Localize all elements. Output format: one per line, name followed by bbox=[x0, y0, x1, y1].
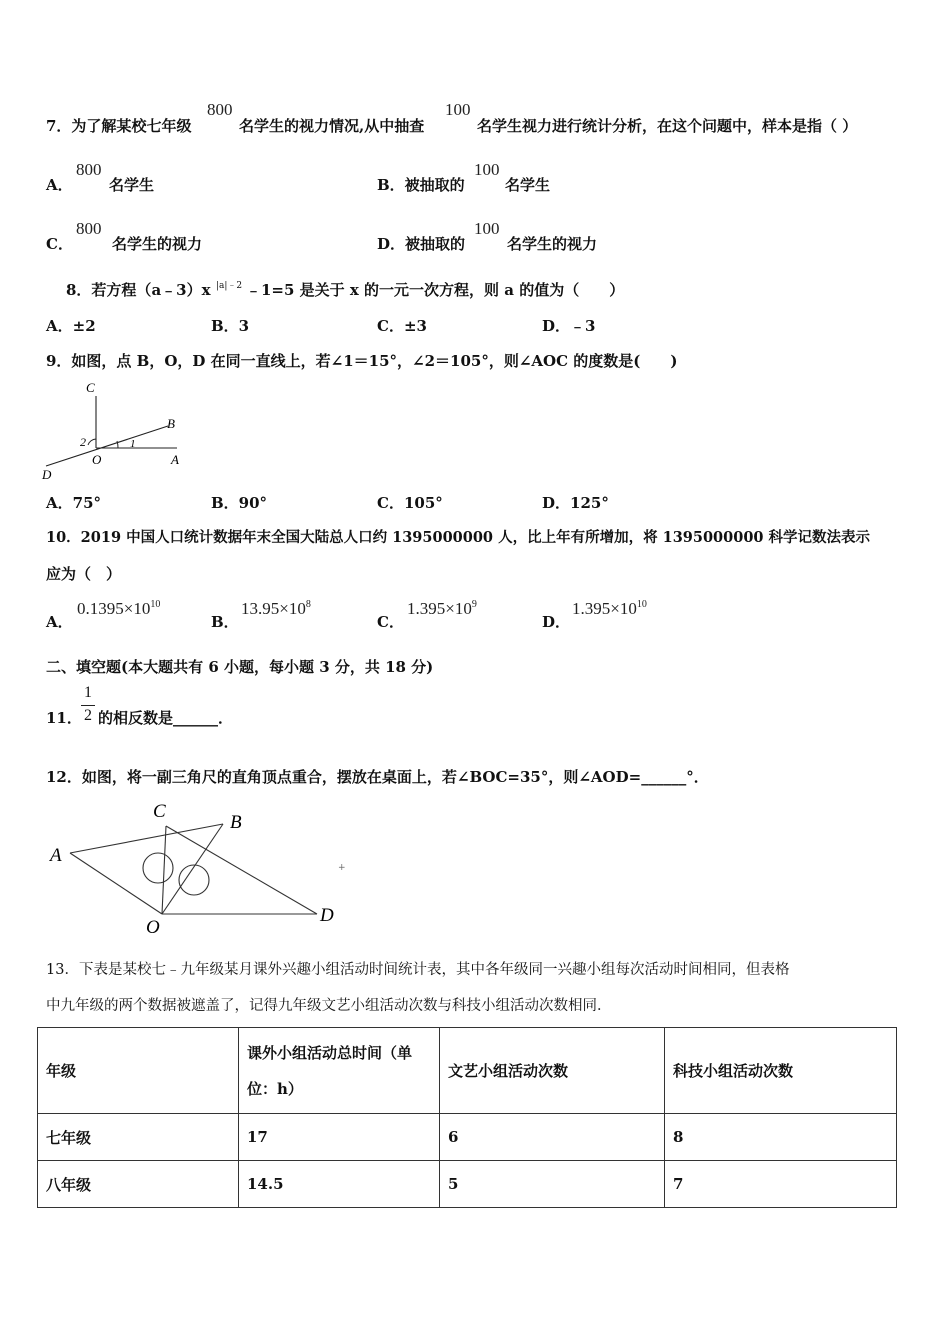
section-2-title: 二、填空题(本大题共有 6 小题，每小题 3 分，共 18 分) bbox=[46, 658, 434, 676]
q7-option-b-label: B．被抽取的 bbox=[377, 176, 465, 194]
q7-option-a-number: 800 bbox=[76, 160, 102, 179]
table-cell: 七年级 bbox=[38, 1114, 239, 1161]
table-cell: 八年级 bbox=[38, 1161, 239, 1208]
q12-circle-left bbox=[143, 853, 173, 883]
table-row bbox=[38, 1161, 897, 1208]
q7-option-b-number: 100 bbox=[474, 160, 500, 179]
q11-numerator: 1 bbox=[84, 684, 92, 701]
table-cell: 7 bbox=[665, 1161, 897, 1208]
q12-cursor-mark: + bbox=[338, 863, 346, 873]
q12-label-a: A bbox=[50, 845, 62, 866]
table-cell: 6 bbox=[440, 1114, 665, 1161]
table-header-row bbox=[38, 1028, 897, 1114]
q7-option-d-number: 100 bbox=[474, 219, 500, 238]
q13-table bbox=[37, 1027, 897, 1208]
q8-option-d: D．﹣3 bbox=[542, 317, 596, 335]
q9-label-c: C bbox=[86, 380, 95, 395]
q10-option-c-label: C． bbox=[377, 613, 404, 631]
q12-stem: 12．如图，将一副三角尺的直角顶点重合，摆放在桌面上，若∠BOC=35°，则∠AOD=______°． bbox=[46, 768, 709, 786]
q12-figure bbox=[44, 797, 354, 939]
q12-side-oc bbox=[162, 826, 166, 914]
q9-label-1: 1 bbox=[130, 438, 136, 450]
q10-option-d-label: D． bbox=[542, 613, 571, 631]
q9-label-b: B bbox=[167, 416, 175, 431]
q9-stem: 9．如图，点 B，O，D 在同一直线上，若∠1＝15°，∠2＝105°，则∠AOC 的度数是( ) bbox=[46, 352, 678, 370]
q13-line-2: 中九年级的两个数据被遮盖了，记得九年级文艺小组活动次数与科技小组活动次数相同． bbox=[46, 998, 612, 1014]
q8-option-c: C．±3 bbox=[377, 317, 427, 335]
q13-line-1: 13．下表是某校七﹣九年级某月课外兴趣小组活动时间统计表，其中各年级同一兴趣小组每次活动时间相同，但表格 bbox=[46, 962, 790, 978]
q9-label-a: A bbox=[171, 452, 179, 467]
q7-option-c-text: 名学生的视力 bbox=[112, 235, 203, 253]
q7-option-b-text: 名学生 bbox=[505, 176, 551, 194]
q12-label-b: B bbox=[230, 812, 242, 833]
q7-option-a-label: A． bbox=[46, 176, 73, 194]
q9-arc-2 bbox=[88, 439, 96, 445]
q9-label-2: 2 bbox=[80, 435, 86, 449]
q11-number: 11． bbox=[46, 709, 82, 727]
q12-side-ob bbox=[162, 824, 223, 914]
q12-circle-right bbox=[179, 865, 209, 895]
table-header-grade: 年级 bbox=[38, 1028, 239, 1114]
q11-denominator: 2 bbox=[84, 707, 92, 724]
q12-side-ao bbox=[70, 853, 162, 914]
q10-stem-b: 应为（ ） bbox=[46, 565, 122, 583]
q11-fraction-bar bbox=[81, 705, 95, 706]
q11-text: 的相反数是______． bbox=[98, 709, 234, 727]
q12-label-o: O bbox=[146, 917, 160, 938]
q8-stem-b: ﹣1=5 是关于 x 的一元一次方程，则 a 的值为（ ） bbox=[246, 281, 625, 299]
q7-option-d-label: D．被抽取的 bbox=[377, 235, 466, 253]
table-header-art: 文艺小组活动次数 bbox=[440, 1028, 665, 1114]
table-cell: 17 bbox=[239, 1114, 440, 1161]
table-cell: 8 bbox=[665, 1114, 897, 1161]
q7-option-d-text: 名学生的视力 bbox=[507, 235, 598, 253]
q9-option-c: C．105° bbox=[377, 494, 443, 512]
q12-side-cd bbox=[166, 826, 317, 914]
q10-stem-a: 10．2019 中国人口统计数据年末全国大陆总人口约 1395000000 人，比上年有所增加，将 1395000000 科学记数法表示 bbox=[46, 529, 871, 546]
q12-side-ac bbox=[70, 824, 223, 853]
table-cell: 5 bbox=[440, 1161, 665, 1208]
q9-label-d: D bbox=[42, 467, 52, 482]
q8-option-a: A．±2 bbox=[46, 317, 96, 335]
q12-label-c: C bbox=[153, 801, 166, 822]
table-header-total-time: 课外小组活动总时间（单 位：h） bbox=[239, 1028, 440, 1114]
q10-option-d-value: $1.395\times 10^{10}$ bbox=[572, 599, 647, 618]
q9-option-a: A．75° bbox=[46, 494, 102, 512]
table-row bbox=[38, 1114, 897, 1161]
q9-option-b: B．90° bbox=[211, 494, 268, 512]
q8-exponent: |a|﹣2 bbox=[216, 281, 243, 291]
table-cell: 14.5 bbox=[239, 1161, 440, 1208]
q7-number-800: 800 bbox=[207, 100, 233, 119]
q7-option-a-text: 名学生 bbox=[109, 176, 155, 194]
q12-label-d: D bbox=[320, 905, 334, 926]
q10-option-b-label: B． bbox=[211, 613, 239, 631]
q7-stem-a: 7．为了解某校七年级 bbox=[46, 117, 192, 135]
q9-label-o: O bbox=[92, 452, 102, 467]
q10-option-a-value: $0.1395\times 10^{10}$ bbox=[77, 599, 161, 618]
q7-stem-c: 名学生视力进行统计分析，在这个问题中，样本是指（ ） bbox=[477, 117, 858, 135]
q7-number-100: 100 bbox=[445, 100, 471, 119]
q7-stem-b: 名学生的视力情况,从中抽查 bbox=[239, 117, 425, 135]
q10-option-a-label: A． bbox=[46, 613, 73, 631]
q9-figure bbox=[40, 378, 185, 484]
q10-option-b-value: $13.95\times 10^8$ bbox=[241, 599, 311, 618]
q9-line-db bbox=[46, 426, 168, 466]
q7-option-c-label: C． bbox=[46, 235, 73, 253]
q10-option-c-value: $1.395\times 10^9$ bbox=[407, 599, 477, 618]
q8-option-b: B．3 bbox=[211, 317, 250, 335]
q8-stem-a: 8．若方程（a﹣3）x bbox=[66, 281, 211, 299]
q7-option-c-number: 800 bbox=[76, 219, 102, 238]
table-header-tech: 科技小组活动次数 bbox=[665, 1028, 897, 1114]
q9-option-d: D．125° bbox=[542, 494, 609, 512]
